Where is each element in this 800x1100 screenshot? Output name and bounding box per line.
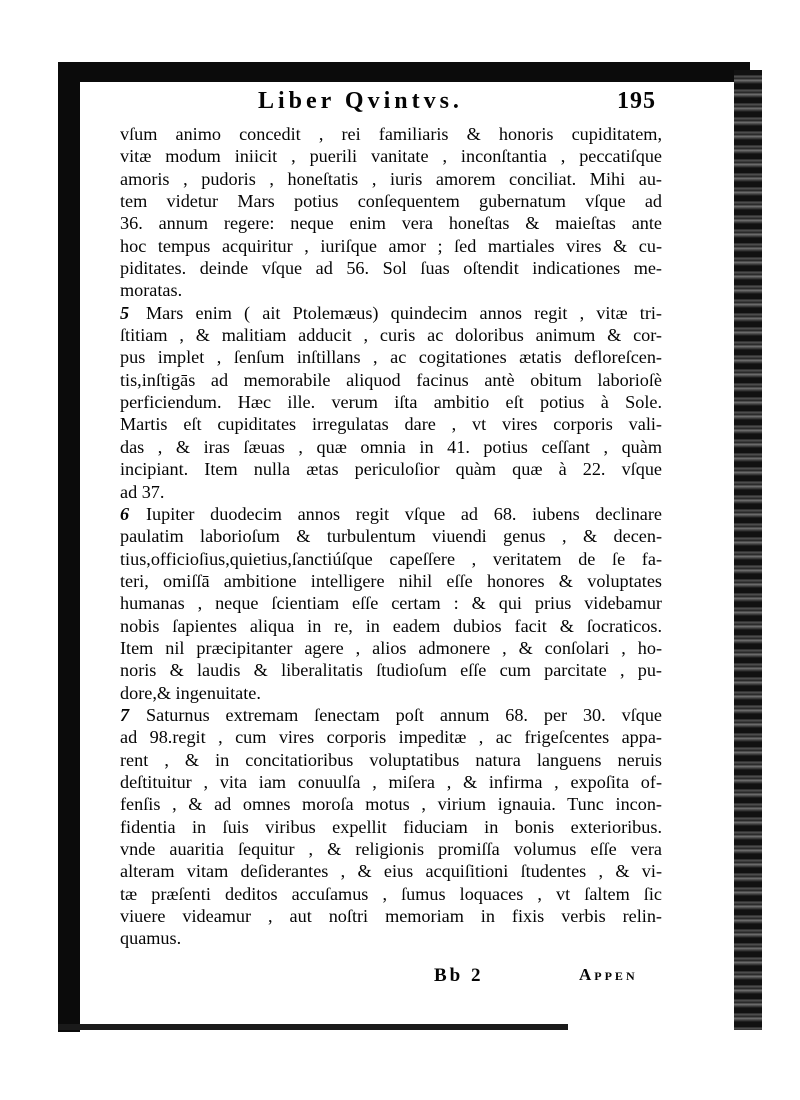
text-line: humanas , neque ſcientiam eſſe certam : & qui prius videbamur [120, 593, 662, 614]
text-line: Item nil præcipitanter agere , alios admonere , & conſolari , ho- [120, 637, 662, 658]
text-line: paulatim laborioſum & turbulentum viuendi genus , & decen- [120, 526, 662, 547]
text-line: tem videtur Mars potius conſequentem gubernatum vſque ad [120, 191, 662, 212]
text-line: dore,& ingenuitate. [120, 682, 261, 703]
text-line: vſum animo concedit , rei familiaris & honoris cupiditatem, [120, 124, 662, 144]
scan-edge-top [58, 62, 750, 82]
section-number: 7 [120, 704, 130, 725]
scan-edge-right [734, 70, 762, 1030]
text-line: tæ præſenti deditos accuſamus , ſumus loquaces , vt ſaltem ſic [120, 883, 662, 904]
text-line: deſtituitur , vita iam conuulſa , miſera , & infirma , expoſita of- [120, 771, 662, 792]
text-line: 36. annum regere: neque enim vera honeſtas & maieſtas ante [120, 213, 662, 234]
text-line: vnde auaritia ſequitur , & religionis promiſſa volumus eſſe vera [120, 839, 662, 859]
text-line: quamus. [120, 928, 182, 949]
running-title: Liber Qvintvs. [258, 88, 463, 114]
text-line: piditates. deinde vſque ad 56. Sol ſuas oſtendit indicationes me- [120, 258, 662, 279]
text-line: alteram vitam deſiderantes , & eius acquiſitioni ſtudentes , & vi- [120, 861, 662, 882]
text-line: incipiant. Item nulla ætas periculoſior quàm quæ à 22. vſque [120, 459, 662, 480]
catchword: Appen [579, 965, 638, 984]
text-line: fenſis , & ad omnes moroſa motus , virium ignauia. Tunc incon- [120, 794, 662, 815]
section-number: 5 [120, 302, 130, 323]
text-line: Martis eſt cupiditates irregulatas dare , vt vires corporis vali- [120, 414, 662, 435]
scan-edge-left [58, 62, 80, 1032]
scan-edge-bottom [58, 1024, 568, 1030]
text-line: das , & iras ſæuas , quæ omnia in 41. potius ceſſant , quàm [120, 436, 662, 457]
text-line: viuere videamur , aut noſtri memoriam in fixis verbis relin- [120, 906, 662, 927]
text-line: hoc tempus acquiritur , iuriſque amor ; ſed martiales vires & cu- [120, 235, 662, 256]
page-header [176, 86, 656, 122]
text-line: fidentia in ſuis viribus expellit fiduciam in bonis exterioribus. [120, 816, 662, 837]
text-line: nobis ſapientes aliqua in re, in eadem dubios facit & ſocraticos. [120, 615, 662, 636]
text-line: ſtitiam , & malitiam adducit , curis ac doloribus animum & cor- [120, 325, 662, 346]
text-line: amoris , pudoris , honeſtatis , iuris amorem conciliat. Mihi au- [120, 168, 662, 189]
text-line: Saturnus extremam ſenectam poſt annum 68. per 30. vſque [146, 704, 662, 725]
text-line: tius,officioſius,quietius,ſanctiúſque capeſſere , veritatem de ſe fa- [120, 548, 662, 569]
body-text [120, 123, 662, 950]
section-6-first-line [120, 503, 662, 525]
text-line: ad 98.regit , cum vires corporis impeditæ , ac frigeſcentes appa- [120, 727, 662, 748]
text-line: Mars enim ( ait Ptolemæus) quindecim annos regit , vitæ tri- [146, 302, 662, 323]
section-number: 6 [120, 503, 130, 524]
text-line: noris & laudis & liberalitatis ſtudioſum eſſe cum parcitate , pu- [120, 660, 662, 681]
text-line: vitæ modum iniicit , puerili vanitate , inconſtantia , peccatiſque [120, 146, 662, 167]
section-7-first-line [120, 704, 662, 726]
signature-mark: Bb 2 [434, 965, 484, 986]
text-line: teri, omiſſā ambitione intelligere nihil eſſe honores & voluptates [120, 570, 662, 591]
text-line: perficiendum. Hæc ille. verum iſta ambitio eſt potius à Sole. [120, 392, 662, 413]
text-line: ad 37. [120, 481, 165, 502]
section-5-first-line [120, 302, 662, 324]
page-number: 195 [617, 88, 656, 114]
text-line: moratas. [120, 280, 183, 301]
text-line: tis,inſtigās ad memorabile aliquod facinus antè obitum laborioſè [120, 369, 662, 390]
text-line: rent , & in concitatioribus voluptatibus natura languens neruis [120, 749, 662, 770]
text-line: Iupiter duodecim annos regit vſque ad 68. iubens declinare [146, 503, 662, 524]
text-line: pus implet , ſenſum inſtillans , ac cogitationes ætatis defloreſcen- [120, 347, 662, 368]
